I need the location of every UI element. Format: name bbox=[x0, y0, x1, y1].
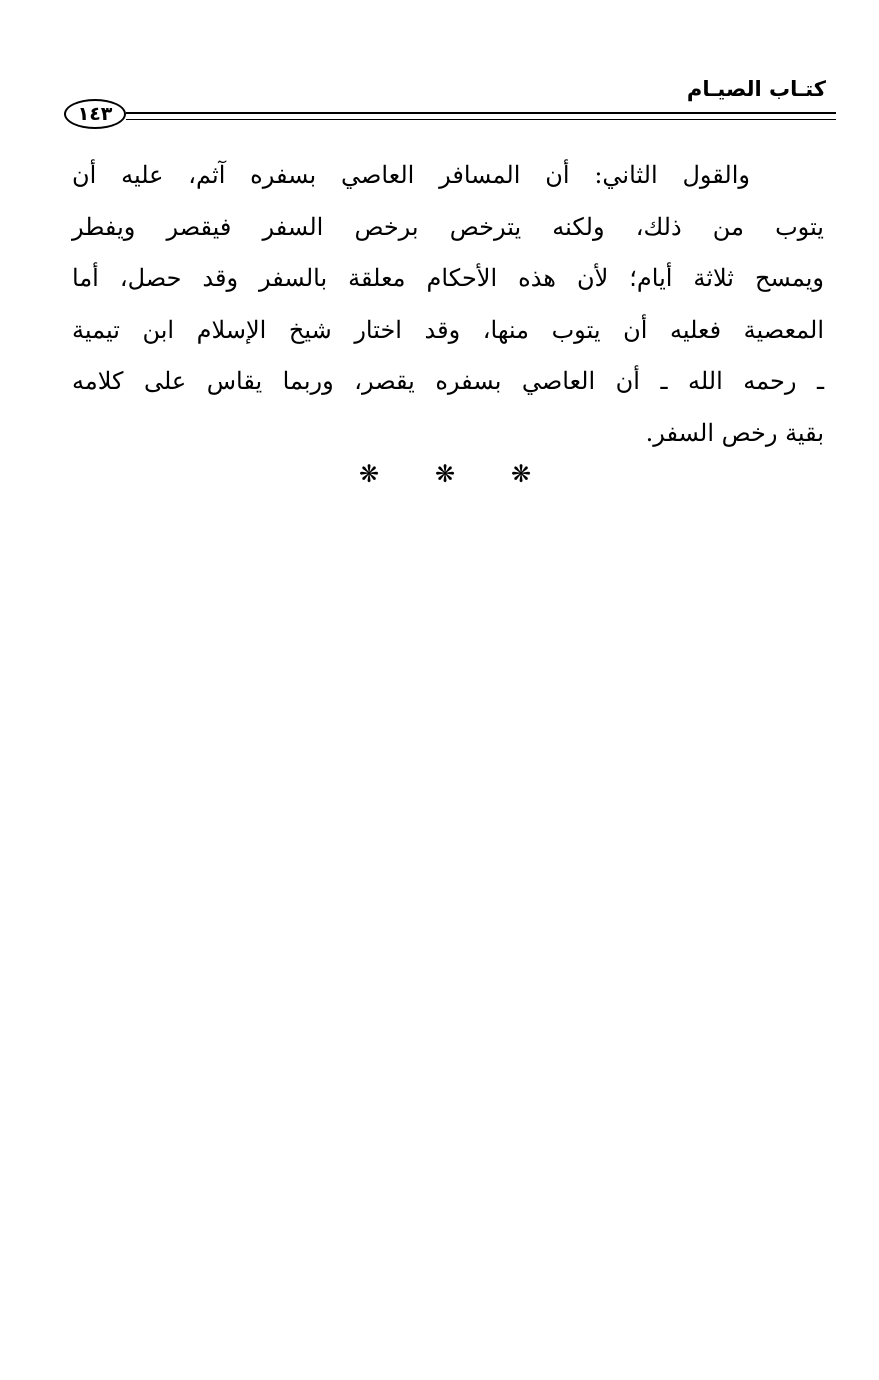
text-line: ـ رحمه الله ـ أن العاصي بسفره يقصر، وربما يقاس على كلامه bbox=[72, 367, 824, 395]
text-line: ويمسح ثلاثة أيام؛ لأن هذه الأحكام معلقة بالسفر وقد حصل، أما bbox=[72, 264, 824, 292]
text-line: يتوب من ذلك، ولكنه يترخص برخص السفر فيقصر ويفطر bbox=[72, 212, 824, 241]
text-line: المعصية فعليه أن يتوب منها، وقد اختار شيخ الإسلام ابن تيمية bbox=[72, 315, 824, 344]
header-rule bbox=[126, 112, 836, 120]
page-number: ١٤٣ bbox=[64, 99, 126, 129]
page-header bbox=[60, 74, 836, 130]
section-divider bbox=[355, 460, 535, 488]
book-title: كتـاب الصيـام bbox=[686, 77, 826, 101]
text-line: والقول الثاني: أن المسافر العاصي بسفره آثم، عليه أن bbox=[72, 161, 750, 189]
asterism-icon: ❋ bbox=[510, 460, 532, 488]
asterism-icon: ❋ bbox=[358, 460, 380, 488]
main-paragraph bbox=[72, 150, 824, 459]
asterism-icon: ❋ bbox=[434, 460, 456, 488]
text-line: بقية رخص السفر. bbox=[645, 418, 824, 447]
